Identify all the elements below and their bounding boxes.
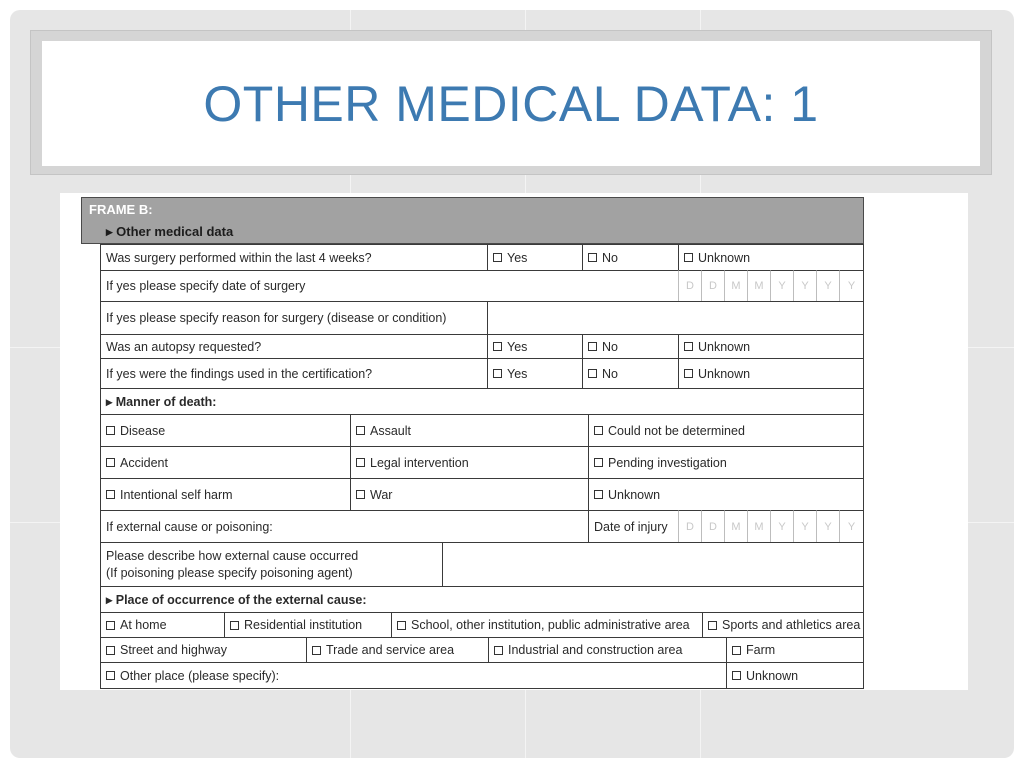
injury-date-digit[interactable]: Y xyxy=(816,510,840,543)
injury-date-digit[interactable]: Y xyxy=(793,510,817,543)
surgery-date-digit[interactable]: Y xyxy=(839,270,864,302)
place-sports-checkbox[interactable]: Sports and athletics area xyxy=(702,612,864,638)
describe-cause-field[interactable] xyxy=(442,542,864,587)
manner-of-death-header: ▸ Manner of death: xyxy=(100,388,864,415)
place-school-checkbox[interactable]: School, other institution, public administrative area xyxy=(391,612,703,638)
surgery-date-digit[interactable]: M xyxy=(724,270,748,302)
place-industrial-checkbox[interactable]: Industrial and construction area xyxy=(488,637,727,663)
surgery-date-digit[interactable]: Y xyxy=(816,270,840,302)
place-of-occurrence-header: ▸ Place of occurrence of the external cause: xyxy=(100,586,864,613)
place-street-checkbox[interactable]: Street and highway xyxy=(100,637,307,663)
surgery-unknown-checkbox[interactable]: Unknown xyxy=(678,244,864,271)
place-unknown-checkbox[interactable]: Unknown xyxy=(726,662,864,689)
manner-unknown-checkbox[interactable]: Unknown xyxy=(588,478,864,511)
injury-date-digit[interactable]: D xyxy=(701,510,725,543)
place-residential-checkbox[interactable]: Residential institution xyxy=(224,612,392,638)
form-image xyxy=(60,193,968,690)
manner-undetermined-checkbox[interactable]: Could not be determined xyxy=(588,414,864,447)
surgery-date-digit[interactable]: D xyxy=(678,270,702,302)
manner-assault-checkbox[interactable]: Assault xyxy=(350,414,589,447)
findings-question: If yes were the findings used in the certification? xyxy=(100,358,488,389)
injury-date-digit[interactable]: Y xyxy=(770,510,794,543)
injury-date-digit[interactable]: D xyxy=(678,510,702,543)
place-home-checkbox[interactable]: At home xyxy=(100,612,225,638)
slide-title: OTHER MEDICAL DATA: 1 xyxy=(203,75,819,132)
describe-line-1: Please describe how external cause occurred xyxy=(106,548,359,563)
autopsy-question: Was an autopsy requested? xyxy=(100,334,488,359)
manner-war-checkbox[interactable]: War xyxy=(350,478,589,511)
surgery-reason-field[interactable] xyxy=(487,301,864,335)
manner-pending-checkbox[interactable]: Pending investigation xyxy=(588,446,864,479)
describe-cause-label xyxy=(100,542,443,587)
surgery-yes-checkbox[interactable]: Yes xyxy=(487,244,583,271)
place-trade-checkbox[interactable]: Trade and service area xyxy=(306,637,489,663)
injury-date-digit[interactable]: Y xyxy=(839,510,864,543)
surgery-reason-label: If yes please specify reason for surgery (disease or condition) xyxy=(100,301,488,335)
findings-no-checkbox[interactable]: No xyxy=(582,358,679,389)
surgery-date-digit[interactable]: D xyxy=(701,270,725,302)
injury-date-digit[interactable]: M xyxy=(747,510,771,543)
frame-subtitle: ▸ Other medical data xyxy=(106,224,234,239)
autopsy-unknown-checkbox[interactable]: Unknown xyxy=(678,334,864,359)
manner-legal-checkbox[interactable]: Legal intervention xyxy=(350,446,589,479)
frame-title: FRAME B: xyxy=(89,202,153,217)
autopsy-yes-checkbox[interactable]: Yes xyxy=(487,334,583,359)
external-cause-label: If external cause or poisoning: xyxy=(100,510,589,543)
surgery-date-digit[interactable]: M xyxy=(747,270,771,302)
place-other-checkbox[interactable]: Other place (please specify): xyxy=(100,662,727,689)
findings-unknown-checkbox[interactable]: Unknown xyxy=(678,358,864,389)
surgery-date-label: If yes please specify date of surgery xyxy=(100,270,679,302)
manner-self-harm-checkbox[interactable]: Intentional self harm xyxy=(100,478,351,511)
frame-b-header xyxy=(81,197,864,244)
findings-yes-checkbox[interactable]: Yes xyxy=(487,358,583,389)
surgery-date-digit[interactable]: Y xyxy=(793,270,817,302)
surgery-date-digit[interactable]: Y xyxy=(770,270,794,302)
autopsy-no-checkbox[interactable]: No xyxy=(582,334,679,359)
surgery-no-checkbox[interactable]: No xyxy=(582,244,679,271)
place-farm-checkbox[interactable]: Farm xyxy=(726,637,864,663)
injury-date-digit[interactable]: M xyxy=(724,510,748,543)
manner-disease-checkbox[interactable]: Disease xyxy=(100,414,351,447)
manner-accident-checkbox[interactable]: Accident xyxy=(100,446,351,479)
describe-line-2: (If poisoning please specify poisoning agent) xyxy=(106,565,353,580)
date-of-injury-label: Date of injury xyxy=(588,510,679,543)
surgery-question: Was surgery performed within the last 4 weeks? xyxy=(100,244,488,271)
